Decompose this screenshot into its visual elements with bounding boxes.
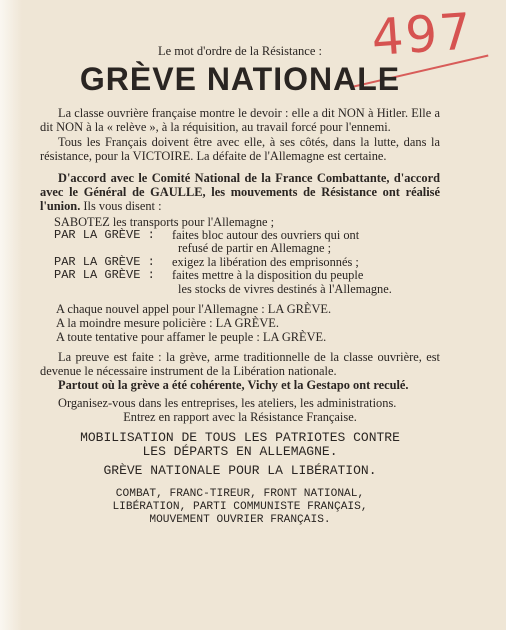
signatories	[40, 488, 440, 527]
action-text: faites mettre à la disposition du peuple	[172, 268, 364, 283]
union-tail: Ils vous disent :	[80, 199, 162, 214]
paragraph-retreat: Partout où la grève a été cohérente, Vichy et la Gestapo ont reculé.	[58, 378, 409, 393]
strike-call: A la moindre mesure policière : LA GRÈVE.	[56, 316, 279, 331]
mobilisation-block	[40, 431, 440, 479]
signatory-line: COMBAT, FRANC-TIREUR, FRONT NATIONAL,	[115, 488, 365, 501]
action-label: PAR LA GRÈVE :	[54, 254, 155, 269]
strike-calls	[56, 302, 440, 345]
action-list	[54, 216, 440, 296]
action-text: exigez la libération des emprisonnés ;	[172, 254, 359, 269]
union-statement: D'accord avec le Comité National de la France Combattante, d'accord avec le Général de GAULLE, les mouvements de Résistance ont réalisé l'union.	[40, 171, 440, 214]
tract-content	[40, 44, 440, 527]
mobilisation-line: GRÈVE NATIONALE POUR LA LIBÉRATION.	[103, 462, 377, 478]
victory-text-start: Tous les Français doivent être avec elle, à ses côtés, dans la lutte, dans la résistance, pour la	[40, 134, 440, 163]
action-text: faites bloc autour des ouvriers qui ont	[172, 228, 360, 243]
action-text-continued: les stocks de vivres destinés à l'Allemagne.	[178, 281, 392, 296]
strike-call: A toute tentative pour affamer le peuple : LA GRÈVE.	[56, 330, 327, 345]
action-text-continued: refusé de partir en Allemagne ;	[178, 241, 332, 256]
mobilisation-line: MOBILISATION DE TOUS LES PATRIOTES CONTRE	[80, 429, 400, 445]
sabotage-line: SABOTEZ les transports pour l'Allemagne ;	[54, 214, 275, 229]
paper-edge	[0, 0, 22, 630]
paragraph-victory	[40, 135, 440, 163]
action-item	[54, 269, 440, 282]
paragraph-contact: Entrez en rapport avec la Résistance Française.	[123, 410, 357, 425]
page-title: GRÈVE NATIONALE	[79, 61, 401, 98]
motto: Le mot d'ordre de la Résistance :	[157, 44, 322, 58]
paragraph-union	[40, 171, 440, 214]
action-item	[54, 229, 440, 242]
paragraph-intro: La classe ouvrière française montre le devoir : elle a dit NON à Hitler. Elle a dit NON à la « relève », à la réquisition, au travail forcé pour l'ennemi.	[40, 106, 440, 135]
signatory-line: MOUVEMENT OUVRIER FRANÇAIS.	[149, 514, 331, 527]
victory-word: VICTOIRE	[132, 148, 191, 163]
mobilisation-line: LES DÉPARTS EN ALLEMAGNE.	[142, 444, 338, 460]
victory-text-end: . La défaite de l'Allemagne est certaine.	[190, 148, 387, 163]
paragraph-organize: Organisez-vous dans les entreprises, les ateliers, les administrations.	[58, 396, 397, 411]
archive-number-stamp: 497	[369, 2, 475, 68]
strike-call: A chaque nouvel appel pour l'Allemagne : LA GRÈVE.	[56, 302, 332, 317]
signatory-line: LIBÉRATION, PARTI COMMUNISTE FRANÇAIS,	[112, 501, 368, 514]
paragraph-proof: La preuve est faite : la grève, arme traditionnelle de la classe ouvrière, est devenue le nécessaire instrument de la Libération nationale.	[40, 349, 440, 378]
action-label: PAR LA GRÈVE :	[54, 268, 155, 283]
action-label: PAR LA GRÈVE :	[54, 228, 155, 243]
